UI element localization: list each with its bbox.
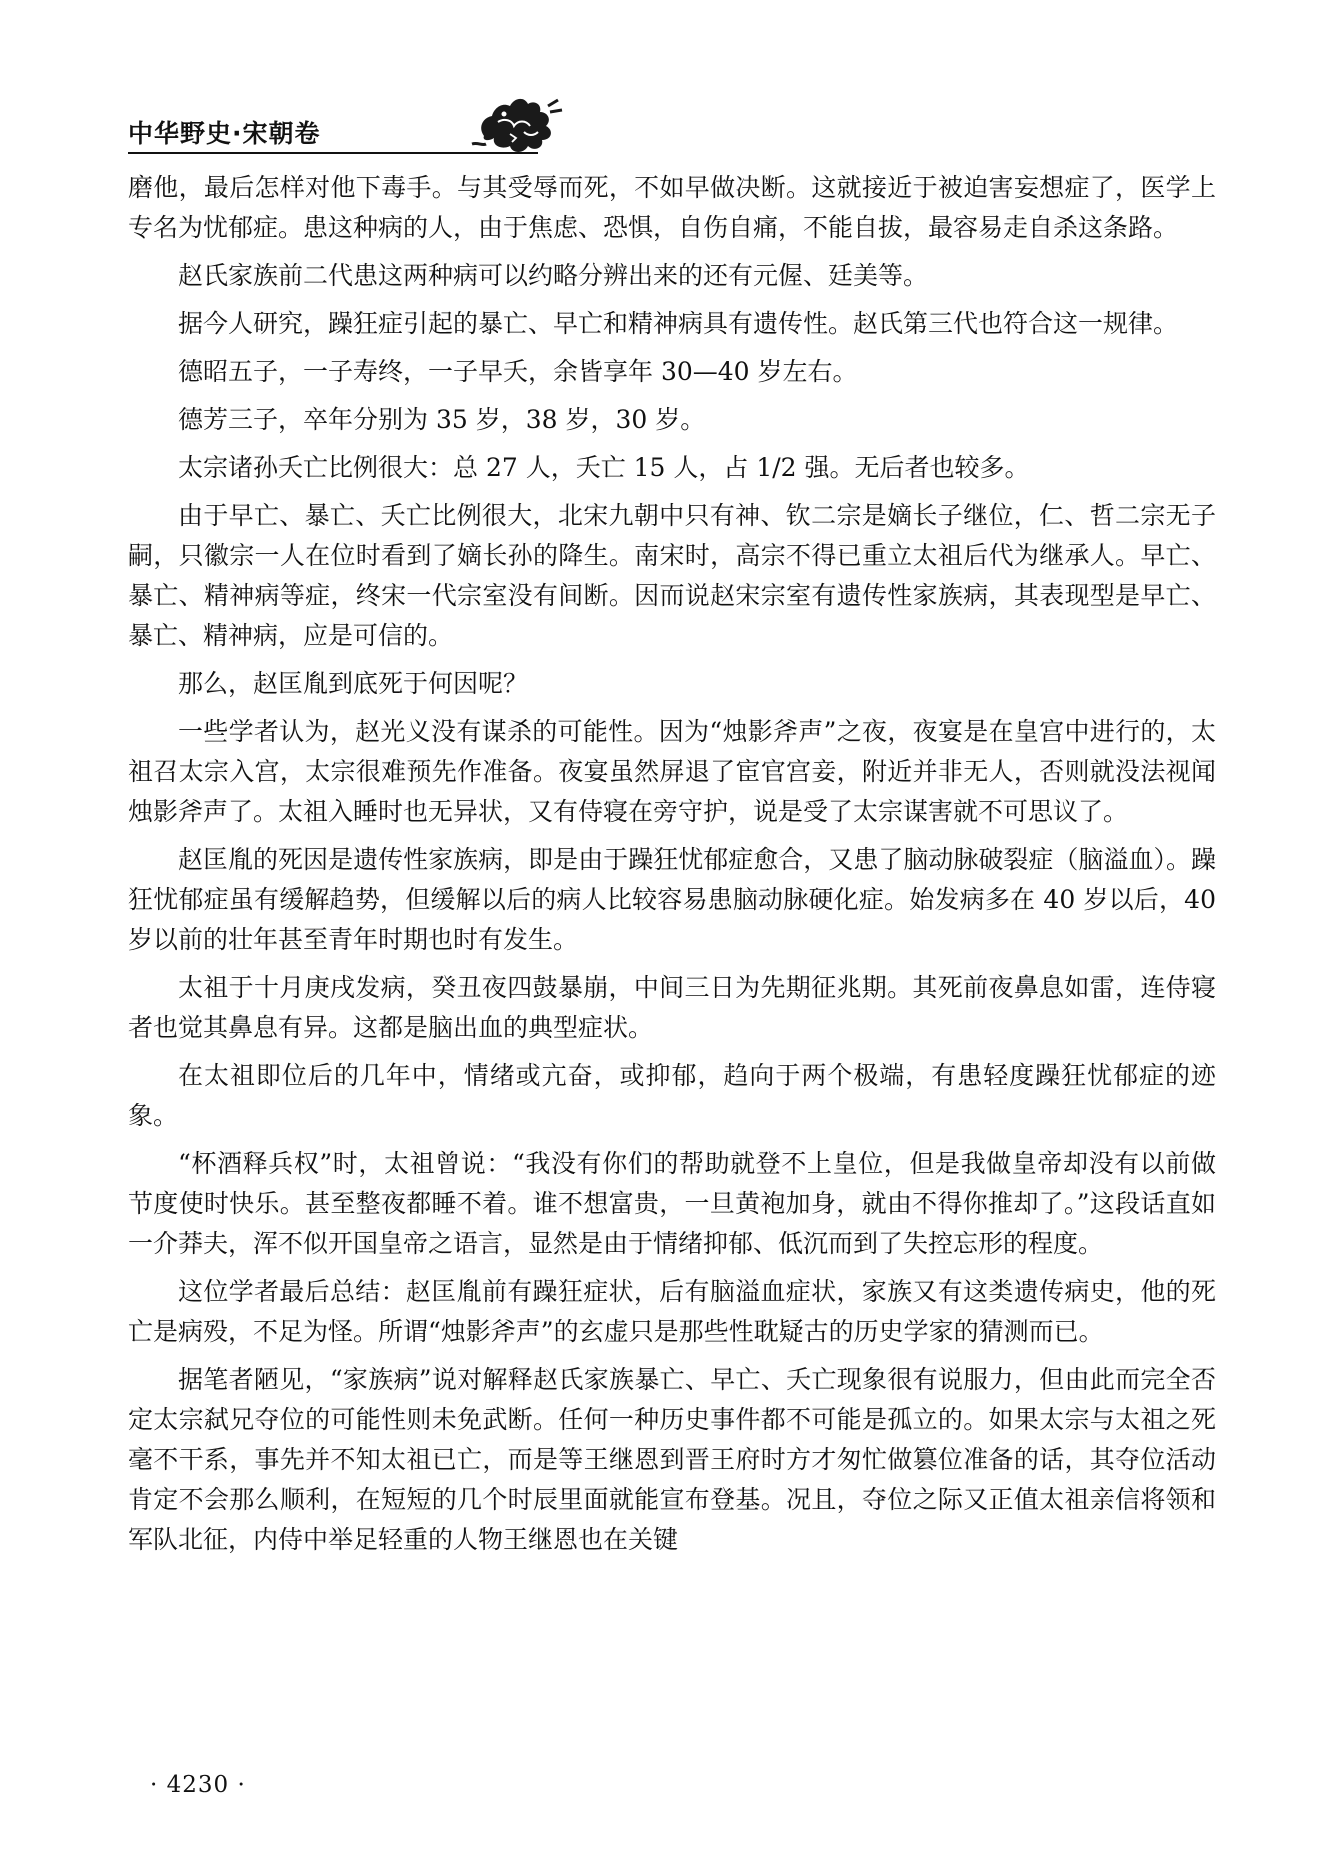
book-title: 中华野史·宋朝卷: [128, 119, 321, 148]
paragraph: 德芳三子，卒年分别为 35 岁，38 岁，30 岁。: [178, 405, 706, 434]
paragraph: 一些学者认为，赵光义没有谋杀的可能性。因为“烛影斧声”之夜，夜宴是在皇宫中进行的，太祖召太宗入宫，太宗很难预先作准备。夜宴虽然屏退了宦官宫妾，附近并非无人，否则就没法视闻烛影斧声了。太祖入睡时也无异状，又有侍寝在旁守护，说是受了太宗谋害就不可思议了。: [128, 717, 1216, 826]
paragraph: 由于早亡、暴亡、夭亡比例很大，北宋九朝中只有神、钦二宗是嫡长子继位，仁、哲二宗无子嗣，只徽宗一人在位时看到了嫡长孙的降生。南宋时，高宗不得已重立太祖后代为继承人。早亡、暴亡、精神病等症，终宋一代宗室没有间断。因而说赵宋宗室有遗传性家族病，其表现型是早亡、暴亡、精神病，应是可信的。: [128, 501, 1216, 650]
paragraph: “杯酒释兵权”时，太祖曾说：“我没有你们的帮助就登不上皇位，但是我做皇帝却没有以前做节度使时快乐。甚至整夜都睡不着。谁不想富贵，一旦黄袍加身，就由不得你推却了。”这段话直如一介莽夫，浑不似开国皇帝之语言，显然是由于情绪抑郁、低沉而到了失控忘形的程度。: [128, 1149, 1216, 1258]
page-number: · 4230 ·: [150, 1772, 246, 1798]
running-header: [128, 108, 548, 156]
paragraph: 赵氏家族前二代患这两种病可以约略分辨出来的还有元偓、廷美等。: [178, 261, 929, 290]
paragraph: 这位学者最后总结：赵匡胤前有躁狂症状，后有脑溢血症状，家族又有这类遗传病史，他的死亡是病殁，不足为怪。所谓“烛影斧声”的玄虚只是那些性耽疑古的历史学家的猜测而已。: [128, 1277, 1216, 1346]
header-rule: [128, 152, 538, 154]
paragraph: 太祖于十月庚戌发病，癸丑夜四鼓暴崩，中间三日为先期征兆期。其死前夜鼻息如雷，连侍寝者也觉其鼻息有异。这都是脑出血的典型症状。: [128, 973, 1216, 1042]
paragraph: 磨他，最后怎样对他下毒手。与其受辱而死，不如早做决断。这就接近于被迫害妄想症了，医学上专名为忧郁症。患这种病的人，由于焦虑、恐惧，自伤自痛，不能自拔，最容易走自杀这条路。: [128, 173, 1216, 242]
body-text: [128, 168, 1216, 1568]
paragraph: 赵匡胤的死因是遗传性家族病，即是由于躁狂忧郁症愈合，又患了脑动脉破裂症（脑溢血）。躁狂忧郁症虽有缓解趋势，但缓解以后的病人比较容易患脑动脉硬化症。始发病多在 40 岁以后，40 岁以前的壮年甚至青年时期也时有发生。: [128, 845, 1216, 954]
paragraph: 那么，赵匡胤到底死于何因呢？: [178, 669, 529, 698]
paragraph: 据今人研究，躁狂症引起的暴亡、早亡和精神病具有遗传性。赵氏第三代也符合这一规律。: [178, 309, 1179, 338]
paragraph: 德昭五子，一子寿终，一子早夭，余皆享年 30—40 岁左右。: [178, 357, 858, 386]
paragraph: 据笔者陋见，“家族病”说对解释赵氏家族暴亡、早亡、夭亡现象很有说服力，但由此而完全否定太宗弑兄夺位的可能性则未免武断。任何一种历史事件都不可能是孤立的。如果太宗与太祖之死毫不干系，事先并不知太祖已亡，而是等王继恩到晋王府时方才匆忙做篡位准备的话，其夺位活动肯定不会那么顺利，在短短的几个时辰里面就能宣布登基。况且，夺位之际又正值太祖亲信将领和军队北征，内侍中举足轻重的人物王继恩也在关键: [128, 1365, 1216, 1554]
paragraph: 在太祖即位后的几年中，情绪或亢奋，或抑郁，趋向于两个极端，有患轻度躁狂忧郁症的迹象。: [128, 1061, 1216, 1130]
paragraph: 太宗诸孙夭亡比例很大：总 27 人，夭亡 15 人，占 1/2 强。无后者也较多。: [178, 453, 1030, 482]
